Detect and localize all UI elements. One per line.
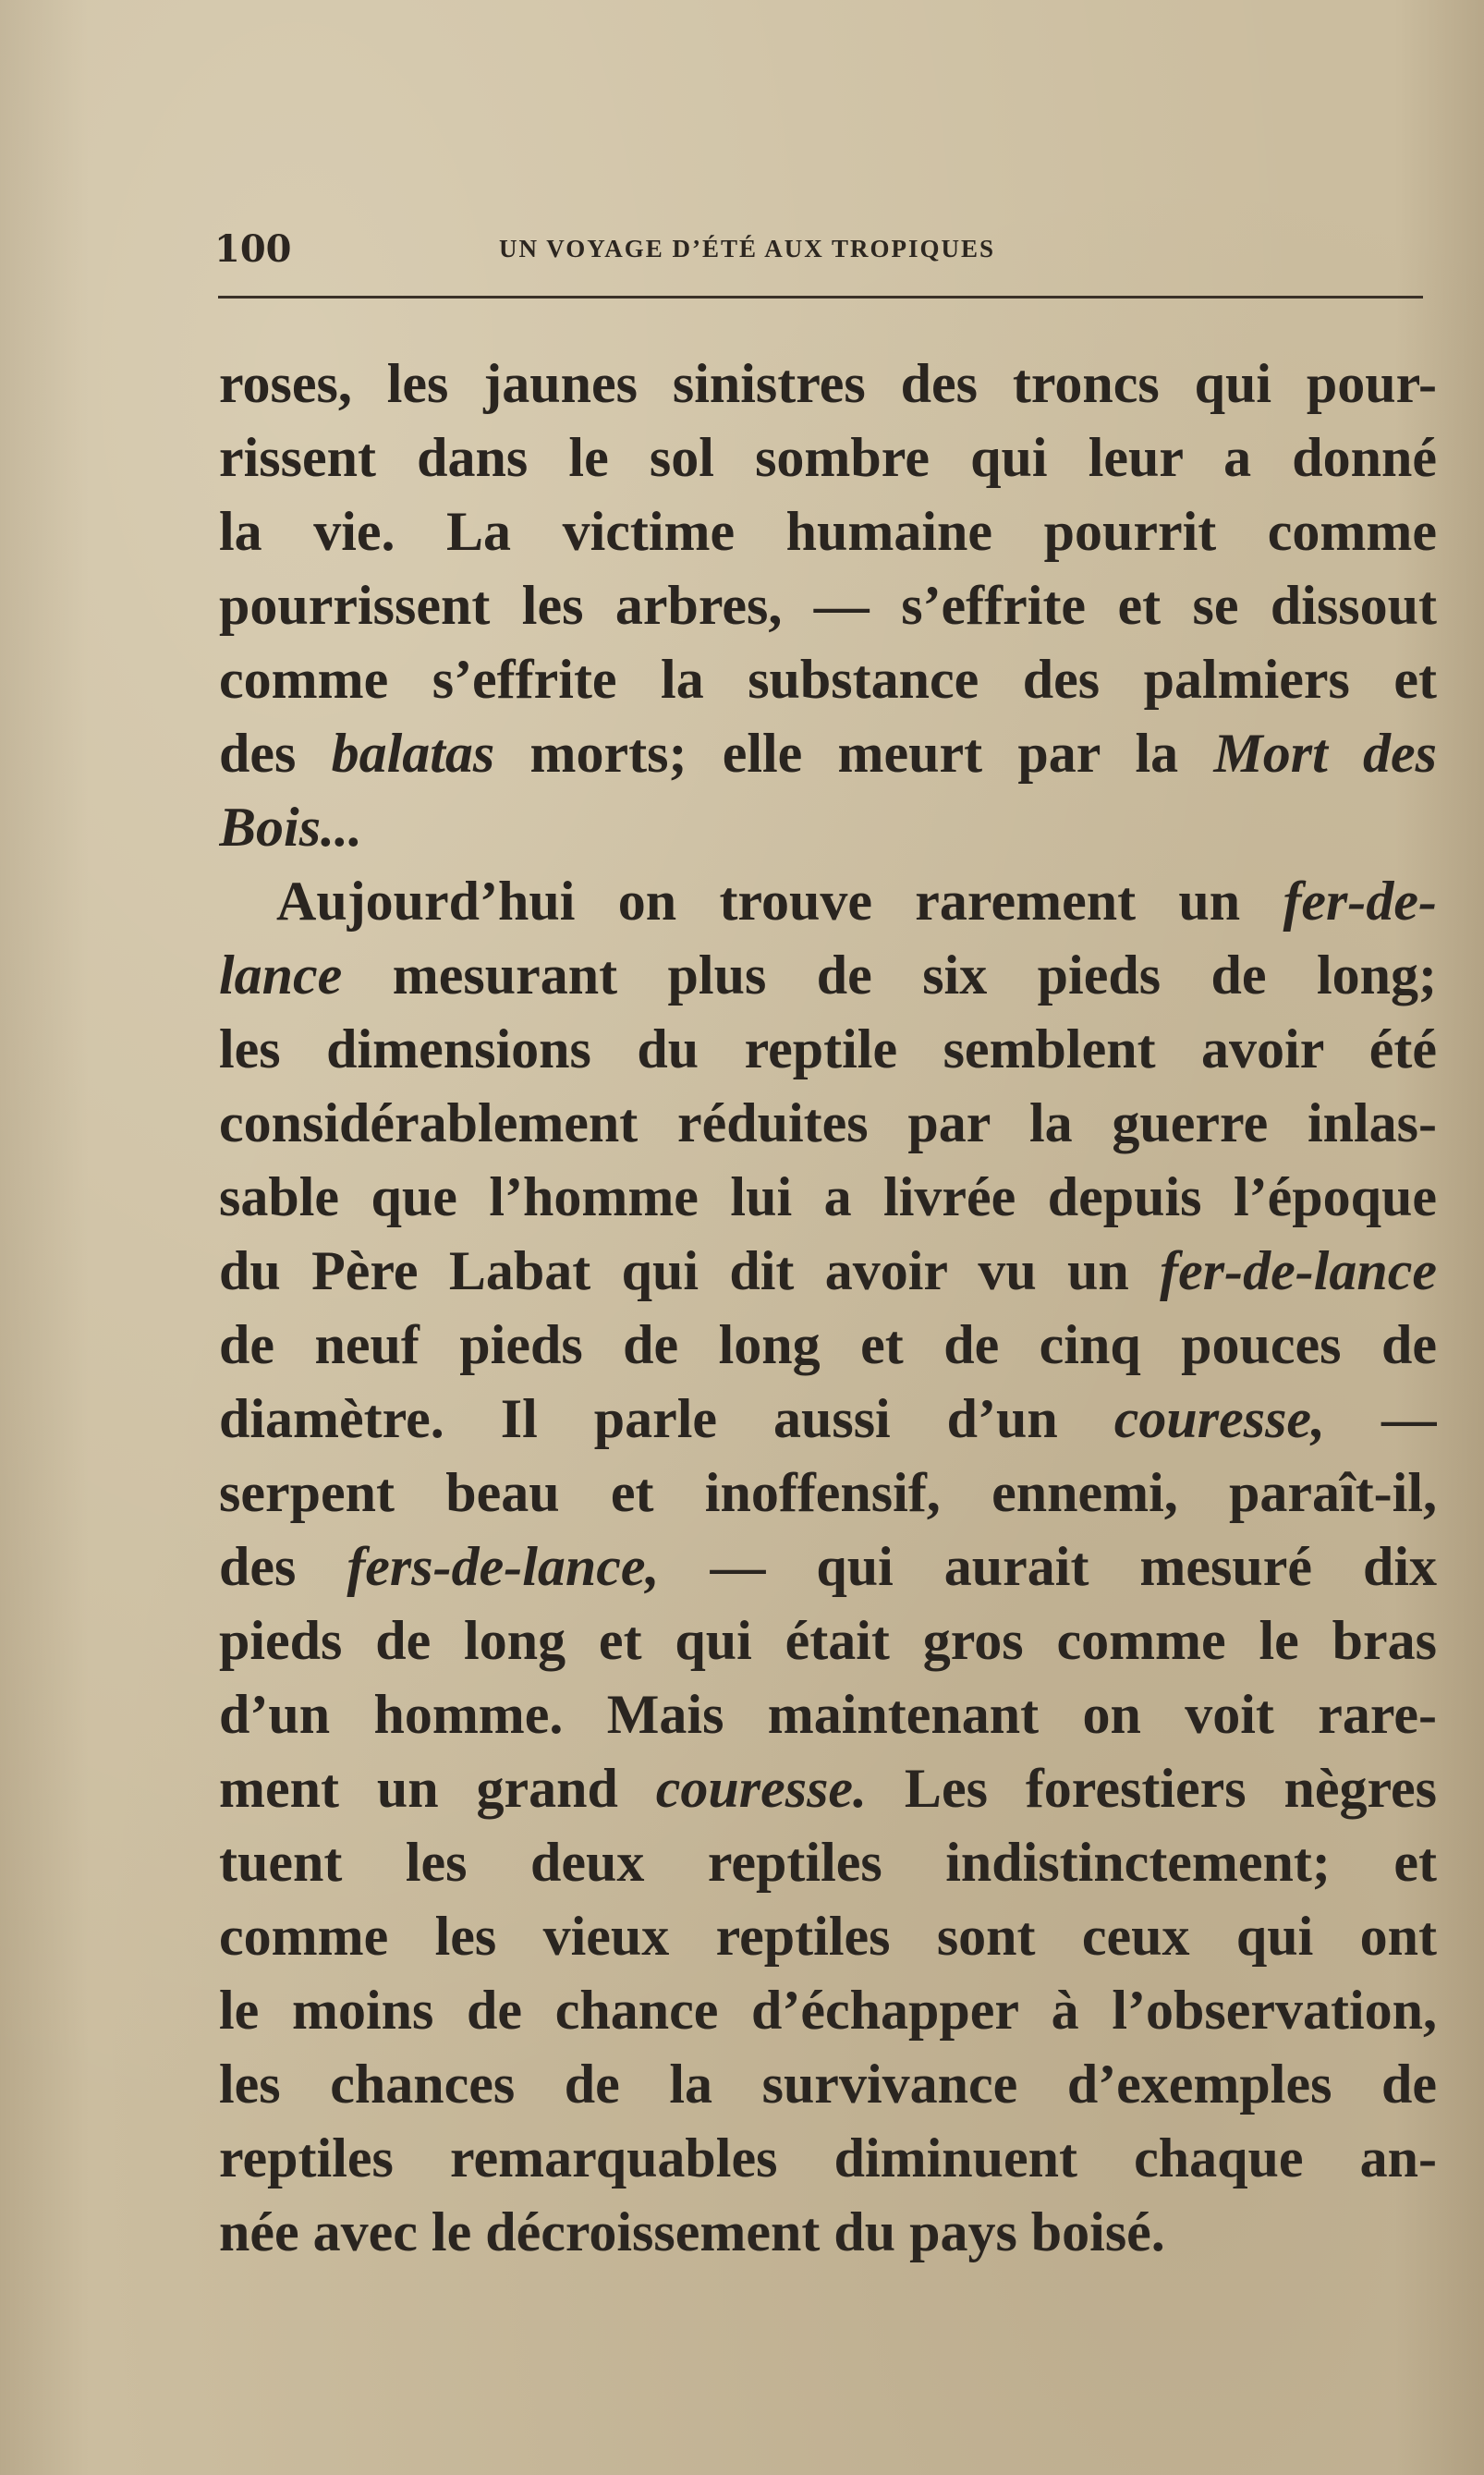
text-line: la vie. La victime humaine pourrit comme: [219, 501, 1437, 562]
text-line: tuent les deux reptiles indistinctement; et: [219, 1832, 1437, 1893]
text-line: sable que l’homme lui a livrée depuis l’époque: [219, 1166, 1437, 1227]
italic-term: fers-de-lance,: [347, 1536, 660, 1597]
text-line: lance mesurant plus de six pieds de long;: [219, 945, 1437, 1006]
text-line: du Père Labat qui dit avoir vu un fer-de-lance: [219, 1240, 1437, 1301]
italic-term: couresse,: [1113, 1388, 1326, 1449]
text-line: les chances de la survivance d’exemples de: [219, 2054, 1437, 2115]
text-line: serpent beau et inoffensif, ennemi, paraît-il,: [219, 1462, 1437, 1523]
running-title: UN VOYAGE D’ÉTÉ AUX TROPIQUES: [499, 235, 996, 262]
italic-term: lance: [219, 945, 343, 1006]
text-line: les dimensions du reptile semblent avoir été: [219, 1018, 1437, 1079]
italic-term: fer-de-: [1283, 871, 1437, 932]
text-line: comme s’effrite la substance des palmiers et: [219, 649, 1437, 710]
text-line: pieds de long et qui était gros comme le bras: [219, 1610, 1437, 1671]
header-rule: [218, 296, 1423, 299]
body-text: [219, 347, 1437, 2269]
text-line: roses, les jaunes sinistres des troncs qui pour-: [219, 353, 1437, 414]
text-line: des fers-de-lance, — qui aurait mesuré dix: [219, 1536, 1437, 1597]
italic-term: fer-de-lance: [1160, 1240, 1437, 1301]
running-head: [214, 227, 1427, 283]
text-line: des balatas morts; elle meurt par la Mort des: [219, 723, 1437, 784]
text-line: comme les vieux reptiles sont ceux qui ont: [219, 1906, 1437, 1967]
text-line: Bois...: [219, 797, 363, 858]
text-line: ment un grand couresse. Les forestiers nègres: [219, 1758, 1437, 1819]
text-line: Aujourd’hui on trouve rarement un fer-de-: [276, 871, 1437, 932]
text-line: reptiles remarquables diminuent chaque an-: [219, 2128, 1437, 2188]
text-line: née avec le décroissement du pays boisé.: [219, 2201, 1165, 2262]
italic-term: Mort des: [1213, 723, 1437, 784]
text-line: rissent dans le sol sombre qui leur a donné: [219, 427, 1437, 488]
text-line: le moins de chance d’échapper à l’observation,: [219, 1980, 1437, 2041]
page-number: 100: [214, 227, 292, 271]
text-line: diamètre. Il parle aussi d’un couresse, —: [219, 1388, 1437, 1449]
text-line: d’un homme. Mais maintenant on voit rare-: [219, 1684, 1437, 1745]
text-line: pourrissent les arbres, — s’effrite et se dissout: [219, 575, 1437, 636]
italic-term: couresse.: [655, 1758, 868, 1819]
italic-term: balatas: [331, 723, 495, 784]
text-line: de neuf pieds de long et de cinq pouces de: [219, 1314, 1437, 1375]
text-line: considérablement réduites par la guerre inlas-: [219, 1092, 1437, 1153]
